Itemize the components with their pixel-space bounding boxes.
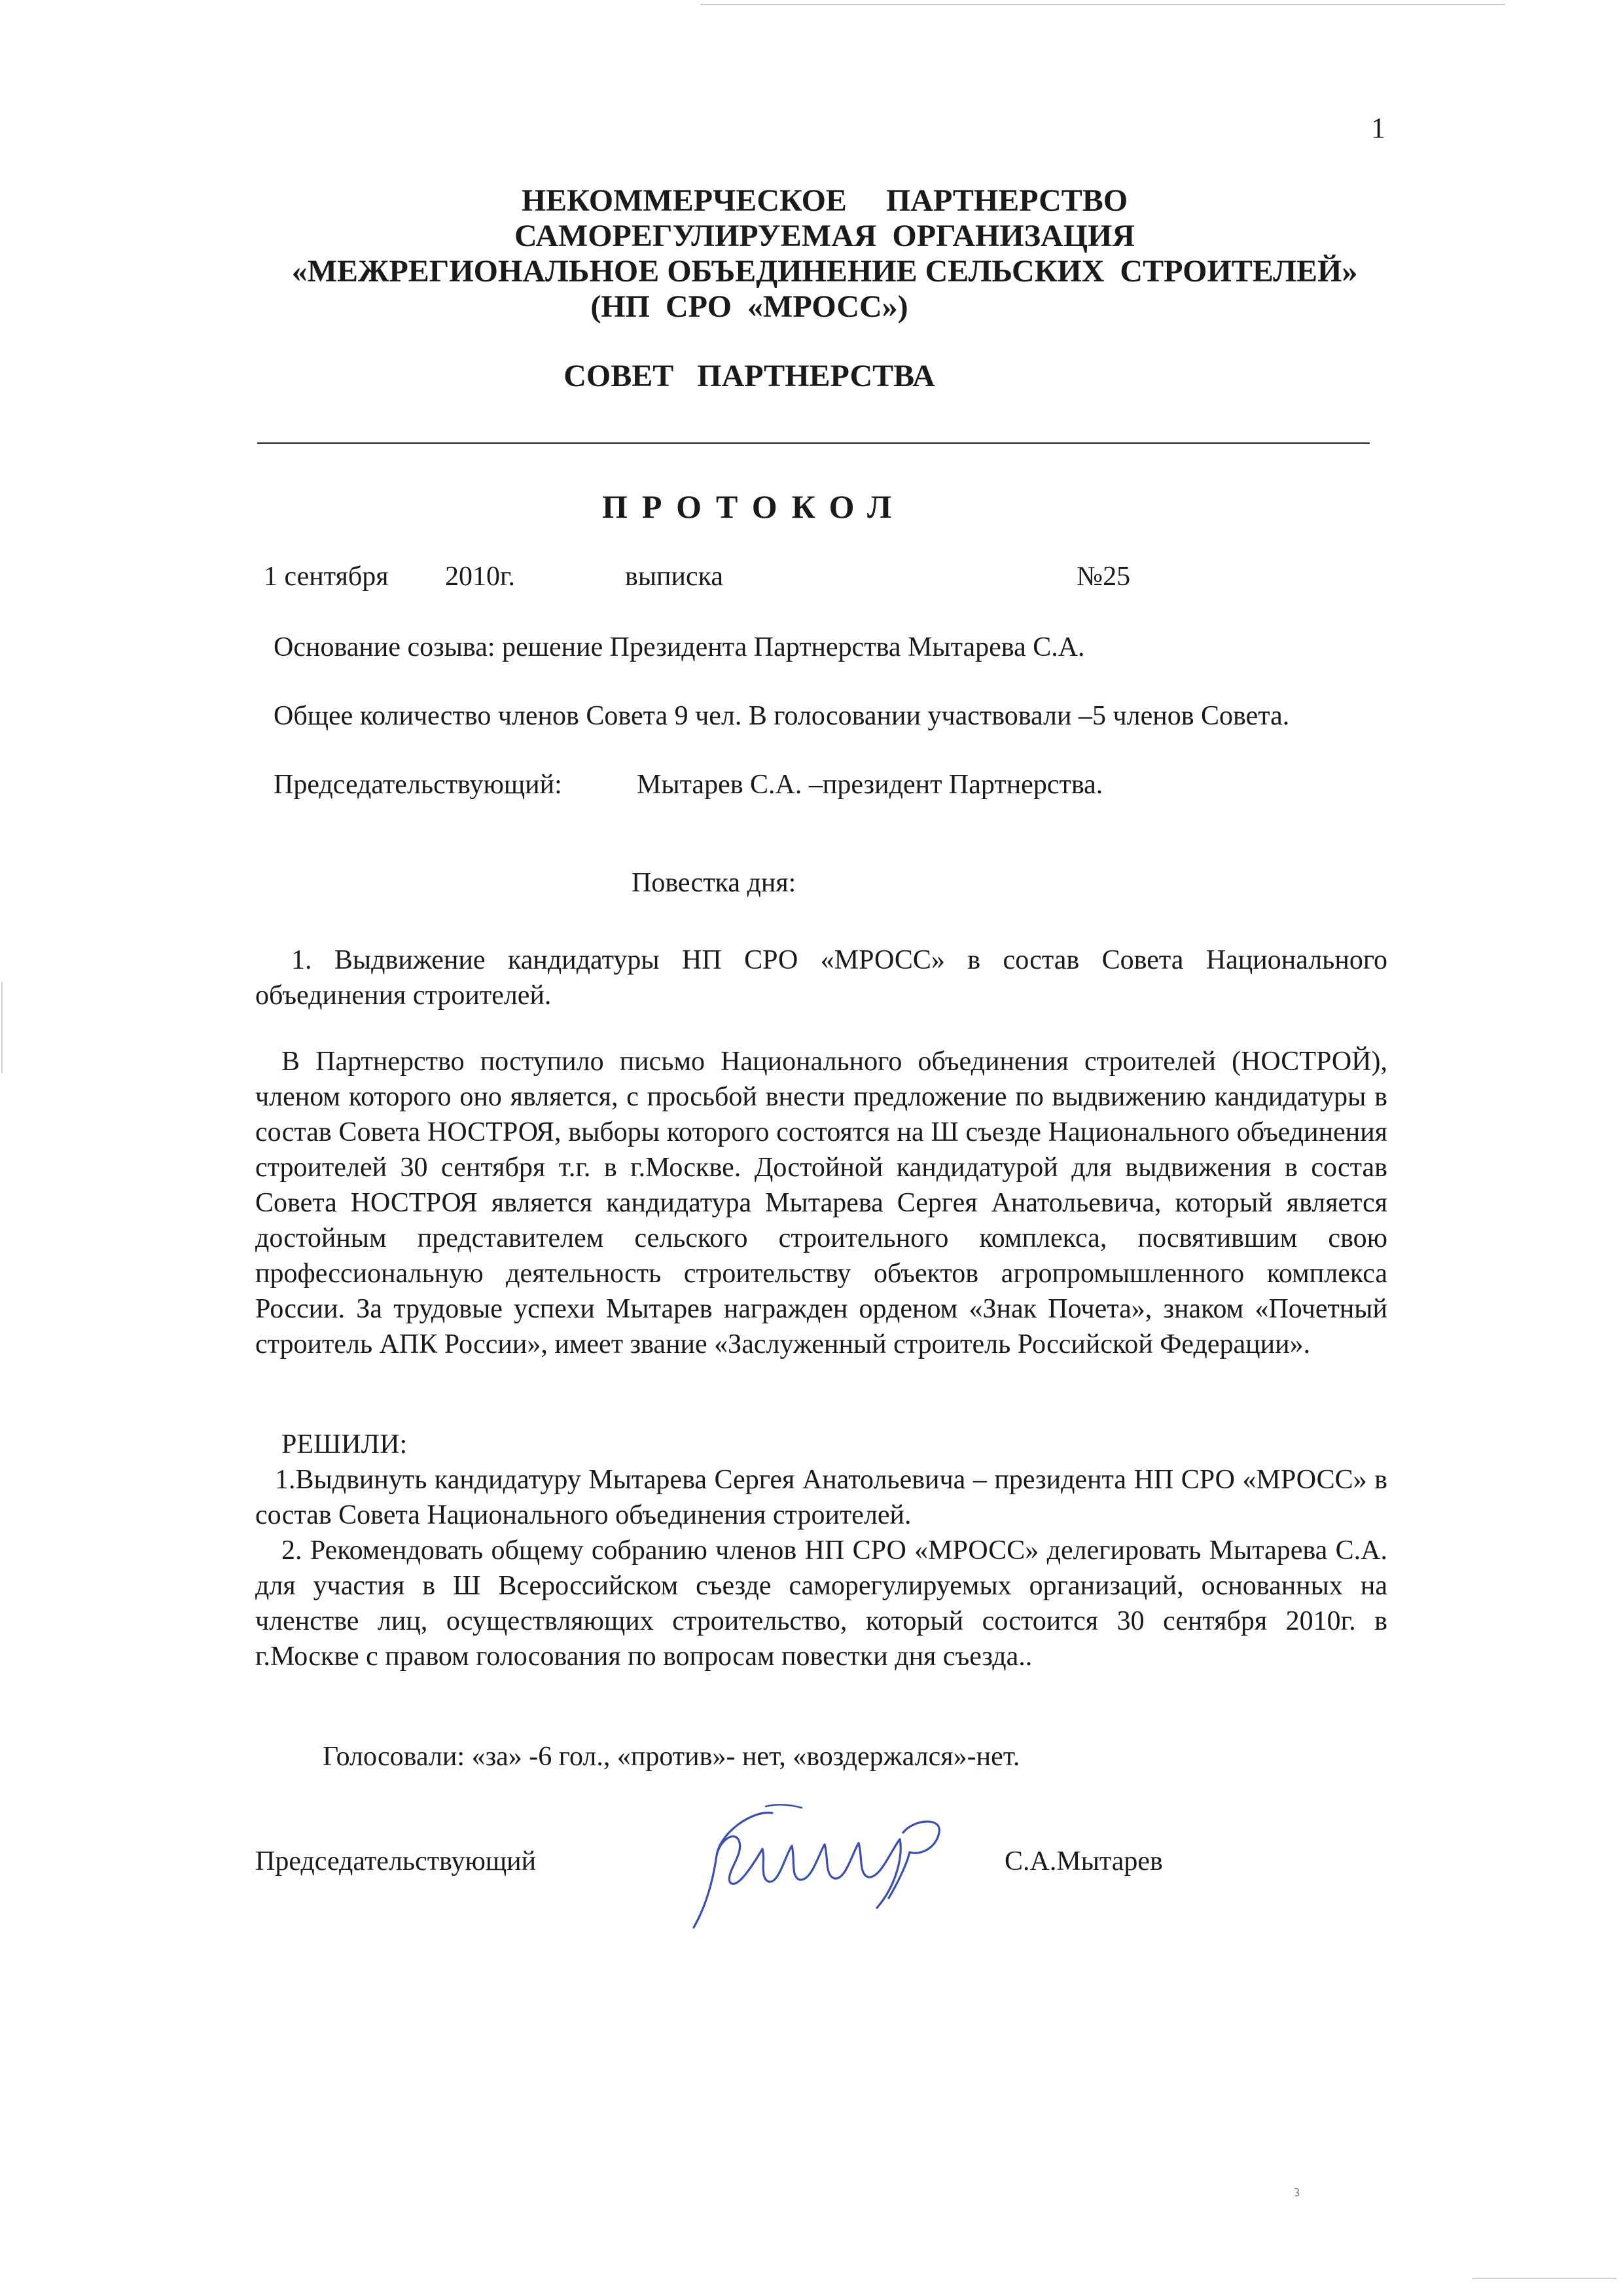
signatory-label: Председательствующий — [255, 1846, 537, 1876]
scan-edge-artifact — [1, 982, 3, 1073]
member-count: Общее количество членов Совета 9 чел. В голосовании участвовали –5 членов Совета. — [274, 701, 1290, 731]
resolution-section — [255, 1427, 1387, 1674]
agenda-item — [255, 942, 1387, 1013]
resolution-item-1: 1.Выдвинуть кандидатуру Мытарева Сергея Анатольевича – президента НП СРО «МРОСС» в состав Совета Национального объединения строителей. — [255, 1465, 1387, 1530]
agenda-title: Повестка дня: — [632, 868, 796, 898]
main-paragraph — [255, 1044, 1387, 1362]
header-line-abbreviation: (НП СРО «МРОСС») — [590, 289, 908, 324]
chair-label: Председательствующий: — [274, 770, 562, 800]
main-paragraph-text: В Партнерство поступило письмо Национального объединения строителей (НОСТРОЙ), членом которого оно является, с просьбой внести предложение по выдвижению кандидатуры в состав Совета НОСТРОЯ, выборы которого состоятся на Ш съезде Национального объединения строителей 30 сентября т.г. в г.Москве. Достойной кандидатурой для выдвижения в состав Совета НОСТРОЯ является кандидатура Мытарева Сергея Анатольевича, который является достойным представителем сельского строительного комплекса, посвятившим свою профессиональную деятельность строительству объектов агропромышленного комплекса России. За трудовые успехи Мытарев награжден орденом «Знак Почета», знаком «Почетный строитель АПК России», имеет звание «Заслуженный строитель Российской Федерации». — [255, 1047, 1387, 1359]
protocol-number: №25 — [1077, 562, 1131, 592]
protocol-year: 2010г. — [445, 562, 515, 592]
chair-value: Мытарев С.А. –президент Партнерства. — [637, 770, 1103, 800]
protocol-type: выписка — [625, 562, 724, 592]
resolved-label: РЕШИЛИ: — [281, 1429, 408, 1460]
scan-speck — [1293, 2186, 1304, 2198]
scan-edge-artifact — [700, 4, 1505, 5]
signatory-name: С.А.Мытарев — [1005, 1846, 1163, 1876]
scan-edge-artifact — [1472, 2278, 1616, 2279]
council-title: СОВЕТ ПАРТНЕРСТВА — [563, 359, 935, 393]
agenda-item-1: 1. Выдвижение кандидатуры НП СРО «МРОСС» в состав Совета Национального объединения строителей. — [255, 945, 1387, 1011]
protocol-date: 1 сентября — [264, 562, 389, 592]
vote-result: Голосовали: «за» -6 гол., «против»- нет, «воздержался»-нет. — [323, 1742, 1020, 1772]
convocation-basis: Основание созыва: решение Президента Партнерства Мытарева С.А. — [274, 632, 1085, 662]
header-line-2: САМОРЕГУЛИРУЕМАЯ ОРГАНИЗАЦИЯ — [514, 219, 1135, 253]
header-divider — [257, 442, 1370, 444]
organization-header — [255, 183, 1394, 394]
header-line-3: «МЕЖРЕГИОНАЛЬНОЕ ОБЪЕДИНЕНИЕ СЕЛЬСКИХ СТРОИТЕЛЕЙ» — [291, 254, 1358, 289]
page-number: 1 — [1371, 112, 1385, 144]
protocol-title: ПРОТОКОЛ — [602, 488, 906, 525]
handwritten-signature — [681, 1793, 988, 1937]
resolution-item-2: 2. Рекомендовать общему собранию членов НП СРО «МРОСС» делегировать Мытарева С.А. для участия в Ш Всероссийском съезде саморегулируемых организаций, основанных на членстве лиц, осуществляющих строительство, который состоится 30 сентября 2010г. в г.Москве с правом голосования по вопросам повестки дня съезда.. — [255, 1535, 1387, 1672]
header-line-1: НЕКОММЕРЧЕСКОЕ ПАРТНЕРСТВО — [521, 183, 1128, 218]
